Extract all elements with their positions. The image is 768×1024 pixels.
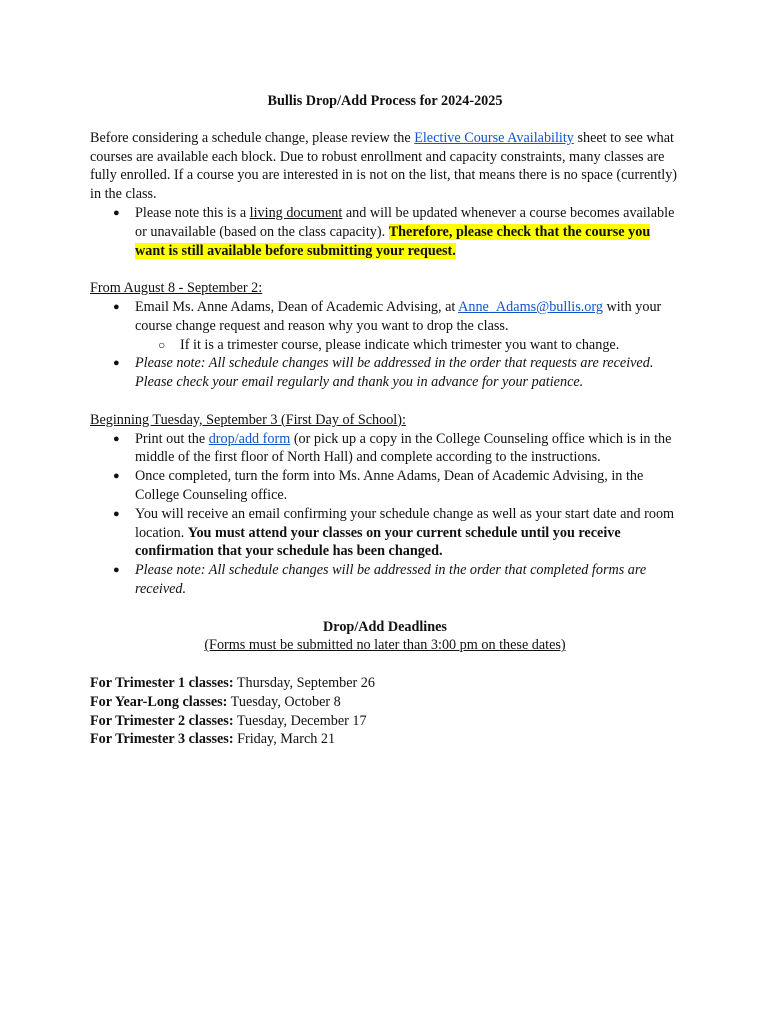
confirmation-bullet: [90, 505, 680, 561]
deadline-date: Tuesday, December 17: [233, 712, 367, 729]
email-bullet: [90, 298, 680, 354]
turn-in-bullet: ● Once completed, turn the form into Ms. Anne Adams, Dean of Academic Advising, in the College Counseling office.: [90, 467, 680, 505]
living-document-bullet: [90, 204, 680, 260]
deadline-item: [90, 712, 680, 731]
intro-text-2: sheet to see what courses are available each block. Due to robust enrollment and capacity constraints, many classes are fully enrolled. If a course you are interested in is not on the list, that means there is no space (currently) in the class.: [90, 129, 678, 203]
deadline-date: Thursday, September 26: [233, 674, 375, 691]
deadline-label: For Trimester 3 classes:: [90, 731, 234, 748]
deadline-label: For Trimester 2 classes:: [90, 712, 234, 729]
email-text-2: with your course change request and reason why you want to drop the class.: [135, 298, 662, 334]
print-text-2: (or pick up a copy in the College Counseling office which is in the middle of the first floor of North Hall) and complete according to the instructions.: [135, 430, 672, 466]
september-note-bullet: ● Please note: All schedule changes will be addressed in the order that completed forms are received.: [90, 561, 680, 599]
trimester-sub-bullet: ○ If it is a trimester course, please indicate which trimester you want to change.: [135, 336, 680, 355]
living-document-term: living document: [249, 204, 343, 221]
document-title: Bullis Drop/Add Process for 2024-2025: [267, 93, 503, 109]
living-document-text-2: and will be updated whenever a course becomes available or unavailable (based on the class capacity).: [135, 204, 675, 240]
intro-text-1: Before considering a schedule change, please review the: [90, 129, 415, 146]
confirmation-text: You will receive an email confirming your schedule change as well as your start date and room location.: [135, 505, 675, 541]
intro-paragraph: [90, 129, 680, 204]
september-heading: Beginning Tuesday, September 3 (First Day of School):: [90, 411, 406, 428]
document-page: [90, 92, 680, 749]
deadlines-subheading: (Forms must be submitted no later than 3:00 pm on these dates): [204, 637, 566, 654]
deadlines-list: [90, 674, 680, 749]
deadline-date: Tuesday, October 8: [227, 693, 341, 710]
deadline-date: Friday, March 21: [233, 731, 336, 748]
deadline-item: [90, 674, 680, 693]
august-note-bullet: ● Please note: All schedule changes will be addressed in the order that requests are received. Please check your email regularly and thank you in advance for your patience.: [90, 354, 680, 392]
living-document-text-1: Please note this is a: [135, 204, 250, 221]
intro-bullet-list: [90, 204, 680, 260]
deadline-item: [90, 693, 680, 712]
drop-add-form-link[interactable]: drop/add form: [208, 430, 291, 447]
email-link[interactable]: Anne_Adams@bullis.org: [458, 298, 603, 315]
deadline-item: [90, 730, 680, 749]
print-text-1: Print out the: [135, 430, 209, 447]
deadlines-heading: Drop/Add Deadlines: [323, 618, 447, 635]
confirmation-bold-text: You must attend your classes on your current schedule until you receive confirmation that your schedule has been changed.: [135, 524, 621, 560]
september-bullet-list: [90, 430, 680, 599]
print-form-bullet: [90, 430, 680, 468]
highlighted-warning: Therefore, please check that the course you want is still available before submitting your request.: [135, 223, 651, 259]
elective-course-availability-link[interactable]: Elective Course Availability: [414, 129, 574, 146]
deadline-label: For Trimester 1 classes:: [90, 674, 234, 691]
august-heading: From August 8 - September 2:: [90, 280, 263, 297]
august-bullet-list: [90, 298, 680, 392]
email-sub-list: [135, 336, 680, 355]
deadline-label: For Year-Long classes:: [90, 693, 228, 710]
email-text-1: Email Ms. Anne Adams, Dean of Academic Advising, at: [135, 298, 459, 315]
